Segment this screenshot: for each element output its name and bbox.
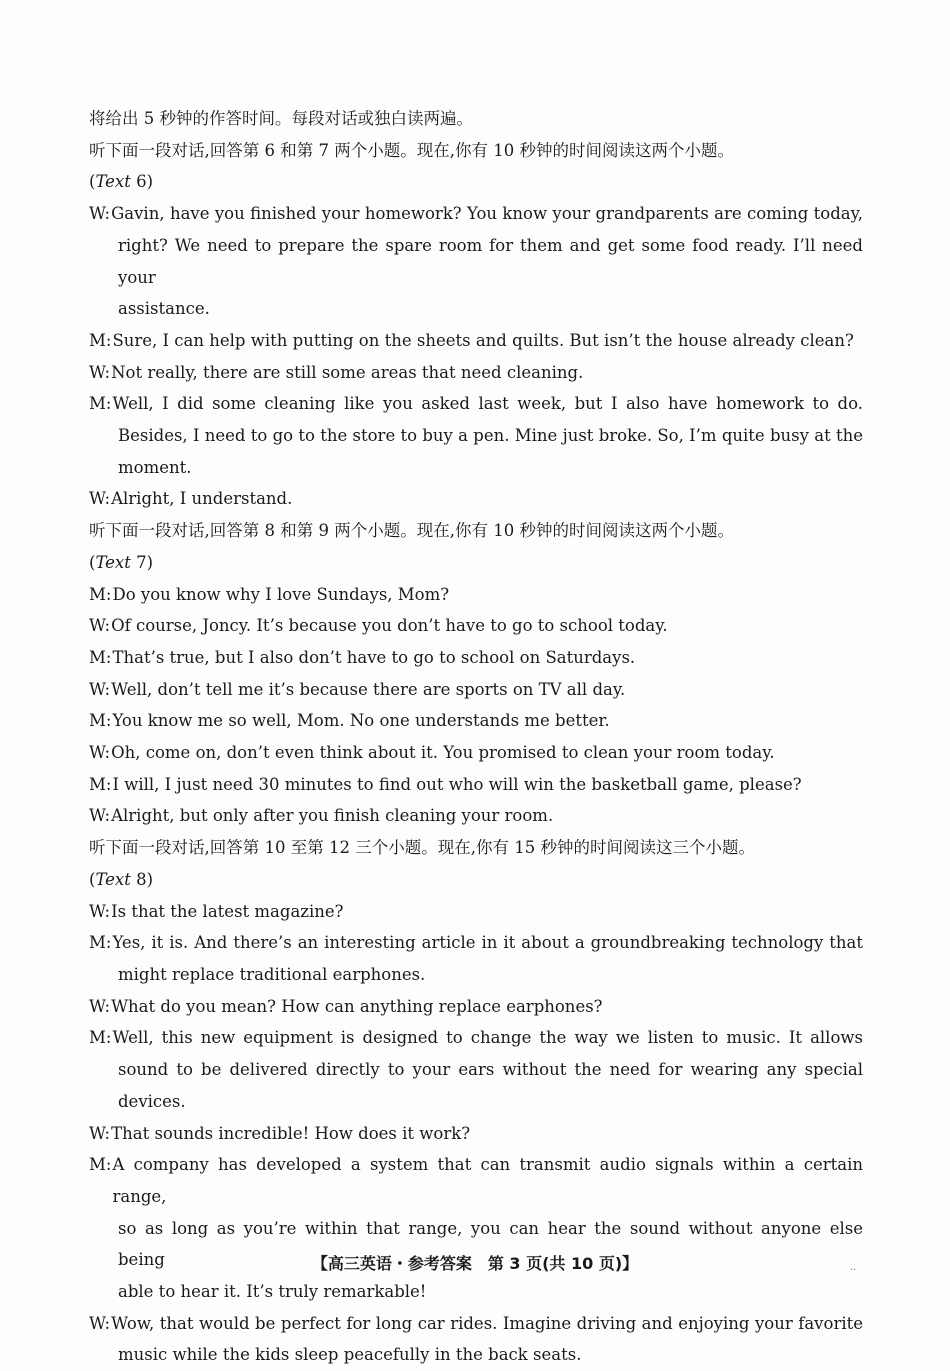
dialogue-line: Yes, it is. And there’s an interesting article in it about a groundbreaking technology that (112, 933, 863, 953)
dialogue-turn (89, 991, 863, 1023)
speaker-label: M : (89, 325, 112, 357)
dialogue-line: You know me so well, Mom. No one understands me better. (112, 711, 610, 731)
dialogue-line: Oh, come on, don’t even think about it. You promised to clean your room today. (111, 743, 775, 763)
dialogue-line: moment. (118, 457, 192, 477)
dialogue-line: Gavin, have you finished your homework? You know your grandparents are coming today, (111, 204, 863, 224)
label-number: 8) (130, 869, 154, 889)
dialogue-turn (89, 357, 863, 389)
dialogue-turn (89, 1022, 863, 1117)
label-number: 7) (130, 552, 154, 572)
text-section-label (89, 864, 863, 896)
label-open: ( (89, 552, 96, 572)
speaker-label: W : (89, 357, 111, 389)
speaker-label: W : (89, 1118, 111, 1150)
instruction-line: 听下面一段对话,回答第 8 和第 9 两个小题。现在,你有 10 秒钟的时间阅读这两个小题。 (89, 521, 734, 541)
speaker-label: W : (89, 198, 111, 230)
dialogue-line: Not really, there are still some areas that need cleaning. (111, 362, 584, 382)
dialogue-line: Well, I did some cleaning like you asked last week, but I also have homework to do. (112, 394, 863, 414)
dialogue-turn (89, 1149, 863, 1308)
speaker-label: M : (89, 927, 112, 959)
page-footer: 【高三英语・参考答案 第 3 页(共 10 页)】 (311, 1254, 639, 1273)
dialogue-turn (89, 1118, 863, 1150)
dialogue-line: Well, don’t tell me it’s because there are sports on TV all day. (111, 679, 626, 699)
dialogue-line: right? We need to prepare the spare room for them and get some food ready. I’ll need your (118, 235, 863, 287)
speaker-label: M : (89, 642, 112, 674)
dialogue-line: Well, this new equipment is designed to change the way we listen to music. It allows (112, 1028, 863, 1048)
dialogue-turn (89, 642, 863, 674)
dialogue-line: Do you know why I love Sundays, Mom? (112, 584, 450, 604)
label-number: 6) (130, 172, 154, 192)
dialogue-line: Besides, I need to go to the store to buy a pen. Mine just broke. So, I’m quite busy at the (118, 426, 863, 446)
dialogue-turn (89, 388, 863, 483)
text-section-label (89, 547, 863, 579)
speaker-label: W : (89, 896, 111, 928)
dialogue-line: I will, I just need 30 minutes to find out who will win the basketball game, please? (112, 774, 802, 794)
label-open: ( (89, 869, 96, 889)
speaker-label: W : (89, 991, 111, 1023)
dialogue-line: That’s true, but I also don’t have to go to school on Saturdays. (112, 647, 636, 667)
corner-mark: .. (850, 1262, 857, 1273)
dialogue-line: music while the kids sleep peacefully in the back seats. (118, 1345, 582, 1365)
speaker-label: W : (89, 674, 111, 706)
dialogue-line: That sounds incredible! How does it work? (111, 1123, 471, 1143)
speaker-label: W : (89, 737, 111, 769)
dialogue-line: Is that the latest magazine? (111, 901, 344, 921)
dialogue-turn (89, 325, 863, 357)
label-word: Text (95, 172, 131, 192)
speaker-label: M : (89, 1149, 112, 1212)
dialogue-line: Alright, but only after you finish cleaning your room. (111, 806, 554, 826)
dialogue-line: might replace traditional earphones. (118, 964, 426, 984)
dialogue-turn (89, 610, 863, 642)
dialogue-turn (89, 705, 863, 737)
dialogue-line: Alright, I understand. (111, 489, 293, 509)
dialogue-line: assistance. (118, 299, 210, 319)
dialogue-turn (89, 896, 863, 928)
dialogue-line: sound to be delivered directly to your ears without the need for wearing any special devices. (118, 1060, 863, 1111)
transcript-body (89, 103, 863, 1371)
label-word: Text (95, 552, 131, 572)
dialogue-line: able to hear it. It’s truly remarkable! (118, 1282, 427, 1302)
speaker-label: M : (89, 579, 112, 611)
speaker-label: M : (89, 1022, 112, 1054)
dialogue-turn (89, 1308, 863, 1371)
dialogue-turn (89, 737, 863, 769)
dialogue-turn (89, 198, 863, 325)
speaker-label: M : (89, 705, 112, 737)
dialogue-line: Sure, I can help with putting on the sheets and quilts. But isn’t the house already clean? (112, 330, 854, 350)
dialogue-line: Wow, that would be perfect for long car rides. Imagine driving and enjoying your favorite (111, 1313, 863, 1333)
speaker-label: W : (89, 800, 111, 832)
label-word: Text (95, 869, 131, 889)
instruction-line: 将给出 5 秒钟的作答时间。每段对话或独白读两遍。 (89, 109, 473, 128)
dialogue-turn (89, 483, 863, 515)
speaker-label: W : (89, 483, 111, 515)
speaker-label: M : (89, 388, 112, 420)
speaker-label: W : (89, 1308, 111, 1340)
dialogue-line: A company has developed a system that can transmit audio signals within a certain range, (112, 1155, 863, 1206)
instruction-line: 听下面一段对话,回答第 6 和第 7 两个小题。现在,你有 10 秒钟的时间阅读这两个小题。 (89, 140, 734, 160)
dialogue-turn (89, 800, 863, 832)
speaker-label: W : (89, 610, 111, 642)
label-open: ( (89, 172, 96, 192)
dialogue-turn (89, 769, 863, 801)
instruction-line: 听下面一段对话,回答第 10 至第 12 三个小题。现在,你有 15 秒钟的时间阅读这三个小题。 (89, 838, 755, 858)
dialogue-line: Of course, Joncy. It’s because you don’t have to go to school today. (111, 616, 668, 636)
dialogue-line: What do you mean? How can anything replace earphones? (111, 996, 603, 1016)
dialogue-turn (89, 579, 863, 611)
dialogue-line: so as long as you’re within that range, you can hear the sound without anyone else being (118, 1218, 863, 1270)
text-section-label (89, 166, 863, 198)
speaker-label: M : (89, 769, 112, 801)
dialogue-turn (89, 927, 863, 990)
dialogue-turn (89, 674, 863, 706)
